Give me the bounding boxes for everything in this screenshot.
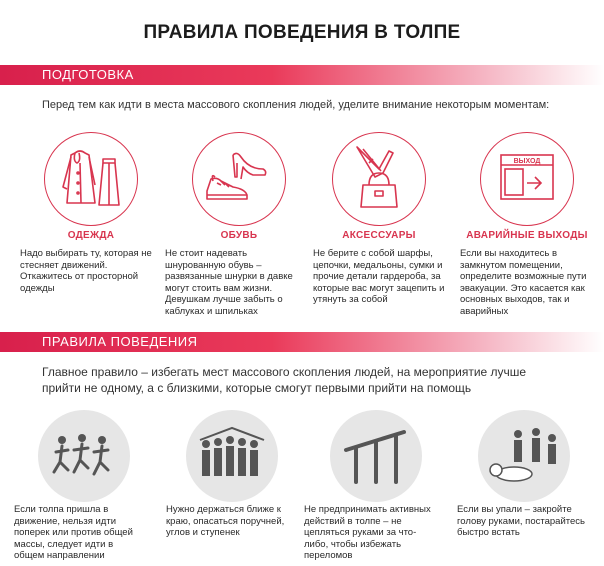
section-band-preparation <box>0 65 604 85</box>
desc-clothing: Надо выбирать ту, которая не стесняет движений. Откажитесь от просторной одежды <box>20 248 152 294</box>
section-band-behavior <box>0 332 604 352</box>
label-emergency-exits: АВАРИЙНЫЕ ВЫХОДЫ <box>466 230 588 241</box>
crowd-running-icon <box>38 410 130 502</box>
desc-shoes: Не стоит надевать шнурованную обувь – развязанные шнурки в давке могут стоить вам жизни. Девушкам лучше забыть о каблуках и шпильках <box>165 248 293 317</box>
clothing-icon <box>44 132 138 226</box>
label-clothing: ОДЕЖДА <box>67 230 115 241</box>
accessories-icon <box>332 132 426 226</box>
exit-sign-label: ВЫХОД <box>513 158 541 165</box>
crowd-edge-icon <box>186 410 278 502</box>
desc-accessories: Не берите с собой шарфы, цепочки, медальоны, сумки и прочие детали гардероба, за которые вас могут зацепить и утянуть за собой <box>313 248 445 305</box>
label-shoes: ОБУВЬ <box>220 230 258 241</box>
page-title: ПРАВИЛА ПОВЕДЕНИЯ В ТОЛПЕ <box>143 22 461 43</box>
section-intro: Главное правило – избегать мест массового скопления людей, на мероприятие лучше прийти не одному, а с близкими, которые смогут первыми прийти на помощь <box>42 365 527 395</box>
railing-icon <box>330 410 422 502</box>
section-heading: ПОДГОТОВКА <box>42 67 134 82</box>
desc-stay-near-edge: Нужно держаться ближе к краю, опасаться поручней, углов и ступенек <box>166 504 285 538</box>
desc-if-fallen: Если вы упали – закройте голову руками, постарайтесь быстро встать <box>457 504 585 538</box>
shoes-icon <box>192 132 286 226</box>
label-accessories: АКСЕССУАРЫ <box>342 230 416 241</box>
emergency-exit-icon <box>480 132 574 226</box>
desc-no-active-actions: Не предпринимать активных действий в толпе – не цепляться руками за что-либо, чтобы избежать переломов <box>304 504 431 561</box>
section-intro: Перед тем как идти в места массового скопления людей, уделите внимание некоторым моментам: <box>42 99 550 111</box>
desc-emergency-exits: Если вы находитесь в замкнутом помещении, определите возможные пути эвакуации. Это касается как основных выходов, так и аварийных <box>460 248 587 317</box>
section-heading: ПРАВИЛА ПОВЕДЕНИЯ <box>42 334 198 349</box>
fallen-person-icon <box>478 410 570 502</box>
desc-crowd-moving: Если толпа пришла в движение, нельзя идти поперек или против общей массы, следует идти в общем направлении <box>14 504 133 561</box>
